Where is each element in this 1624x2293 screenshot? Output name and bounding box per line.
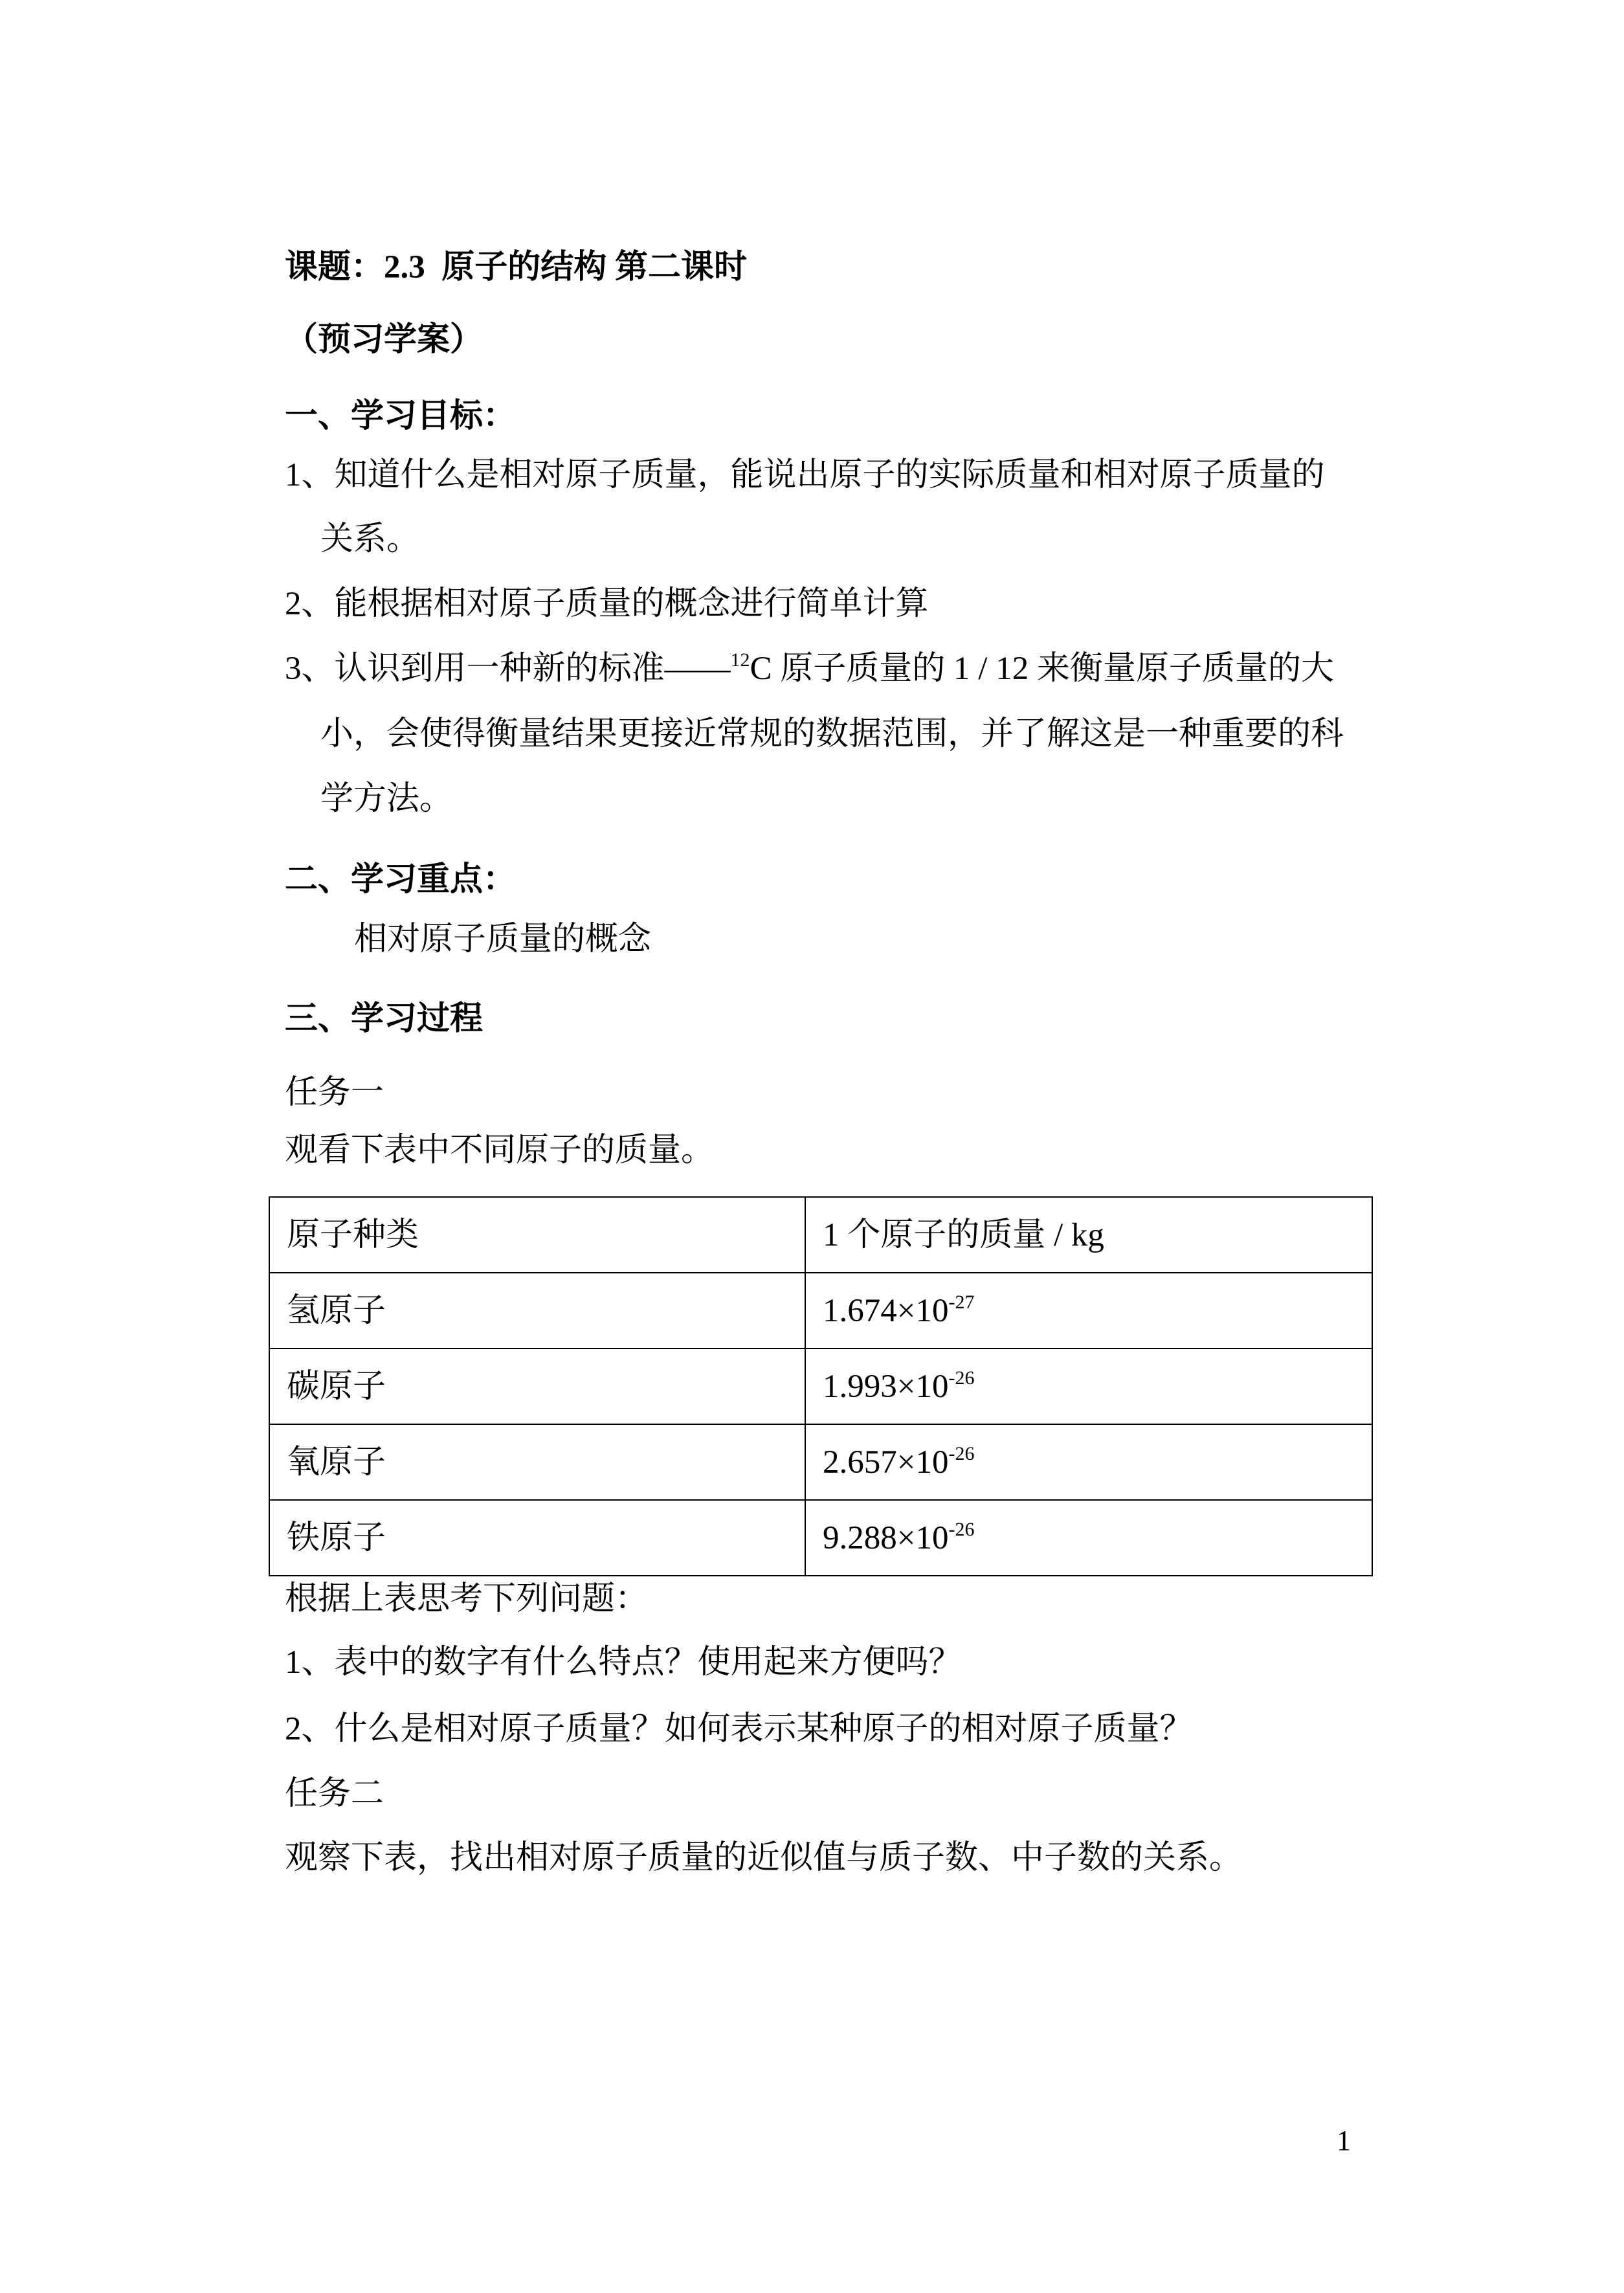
table-cell-mass [805,1424,1372,1500]
mass-base: 1.674×10 [823,1292,949,1329]
mass-exponent: -26 [948,1518,975,1540]
objective-line: 关系。 [320,521,420,557]
objective-line-suffix: C 原子质量的 1 / 12 来衡量原子质量的大 [750,651,1334,687]
table-row [269,1424,1372,1500]
isotope-mass-number: 12 [730,649,750,671]
table-cell-atom: 铁原子 [269,1500,805,1576]
table-header-cell: 1 个原子的质量 / kg [805,1197,1372,1273]
mass-base: 2.657×10 [823,1444,949,1481]
table-row [269,1348,1372,1424]
objective-line: 2、能根据相对原子质量的概念进行简单计算 [285,586,929,622]
mass-base: 1.993×10 [823,1368,949,1405]
table-row [269,1273,1372,1348]
mass-base: 9.288×10 [823,1519,949,1556]
document-subtitle: （预习学案） [285,322,484,358]
table-header-row [269,1197,1372,1273]
table-cell-mass [805,1348,1372,1424]
objective-line: 小，会使得衡量结果更接近常规的数据范围，并了解这是一种重要的科 [320,716,1344,752]
page-number: 1 [1337,2125,1351,2156]
mass-exponent: -27 [948,1291,975,1313]
key-point-text: 相对原子质量的概念 [354,921,652,957]
question-item: 1、表中的数字有什么特点？使用起来方便吗？ [285,1644,962,1681]
objective-line: 学方法。 [320,781,453,817]
atomic-mass-table [269,1196,1373,1576]
task-instruction: 观看下表中不同原子的质量。 [285,1132,715,1169]
objective-line-prefix: 3、认识到用一种新的标准—— [285,651,731,687]
table-cell-atom: 氧原子 [269,1424,805,1500]
task-label: 任务二 [285,1776,384,1812]
mass-exponent: -26 [948,1442,975,1464]
objectives-heading: 一、学习目标： [285,398,517,434]
table-cell-atom: 碳原子 [269,1348,805,1424]
questions-intro: 根据上表思考下列问题： [285,1581,649,1617]
task-instruction: 观察下表，找出相对原子质量的近似值与质子数、中子数的关系。 [285,1840,1243,1876]
table-cell-mass [805,1500,1372,1576]
process-heading: 三、学习过程 [285,1001,484,1037]
mass-exponent: -26 [948,1367,975,1389]
table-cell-atom: 氢原子 [269,1273,805,1348]
objective-line [285,649,1334,688]
key-points-heading: 二、学习重点： [285,862,517,898]
objective-line: 1、知道什么是相对原子质量，能说出原子的实际质量和相对原子质量的 [285,457,1325,493]
document-title: 课题：2.3 原子的结构 第二课时 [285,249,748,285]
table-header-cell: 原子种类 [269,1197,805,1273]
task-label: 任务一 [285,1075,384,1111]
question-item: 2、什么是相对原子质量？如何表示某种原子的相对原子质量？ [285,1711,1193,1747]
table-row [269,1500,1372,1576]
table-cell-mass [805,1273,1372,1348]
